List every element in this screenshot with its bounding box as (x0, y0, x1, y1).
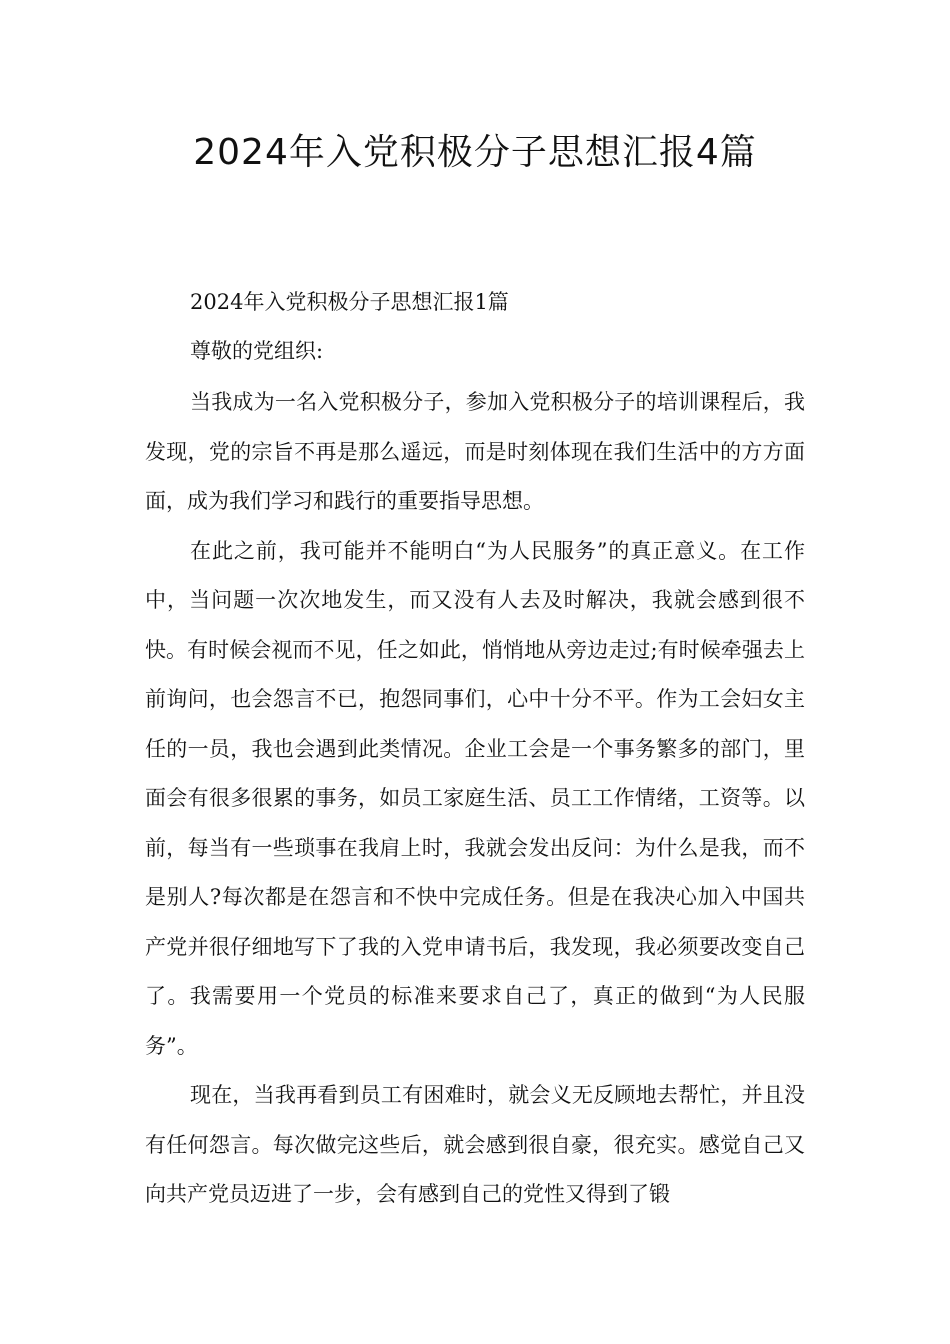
paragraph-3: 现在，当我再看到员工有困难时，就会义无反顾地去帮忙，并且没有任何怨言。每次做完这些后，就会感到很自豪，很充实。感觉自己又向共产党员迈进了一步，会有感到自己的党性又得到了锻 (145, 1083, 805, 1206)
salutation: 尊敬的党组织: (190, 339, 324, 363)
paragraph-2: 在此之前，我可能并不能明白“为人民服务”的真正意义。在工作中，当问题一次次地发生，而又没有人去及时解决，我就会感到很不快。有时候会视而不见，任之如此，悄悄地从旁边走过;有时候牵强去上前询问，也会怨言不已，抱怨同事们，心中十分不平。作为工会妇女主任的一员，我也会遇到此类情况。企业工会是一个事务繁多的部门，里面会有很多很累的事务，如员工家庭生活、员工工作情绪，工资等。以前，每当有一些琐事在我肩上时，我就会发出反问：为什么是我，而不是别人?每次都是在怨言和不快中完成任务。但是在我决心加入中国共产党并很仔细地写下了我的入党申请书后，我发现，我必须要改变自己了。我需要用一个党员的标准来要求自己了，真正的做到“为人民服务”。 (145, 538, 805, 1058)
section-heading: 2024年入党积极分子思想汇报1篇 (190, 290, 509, 314)
document-body (145, 280, 805, 1220)
document-title: 2024年入党积极分子思想汇报4篇 (193, 132, 757, 173)
paragraph-1: 当我成为一名入党积极分子，参加入党积极分子的培训课程后，我发现，党的宗旨不再是那么遥远，而是时刻体现在我们生活中的方方面面，成为我们学习和践行的重要指导思想。 (145, 390, 805, 513)
